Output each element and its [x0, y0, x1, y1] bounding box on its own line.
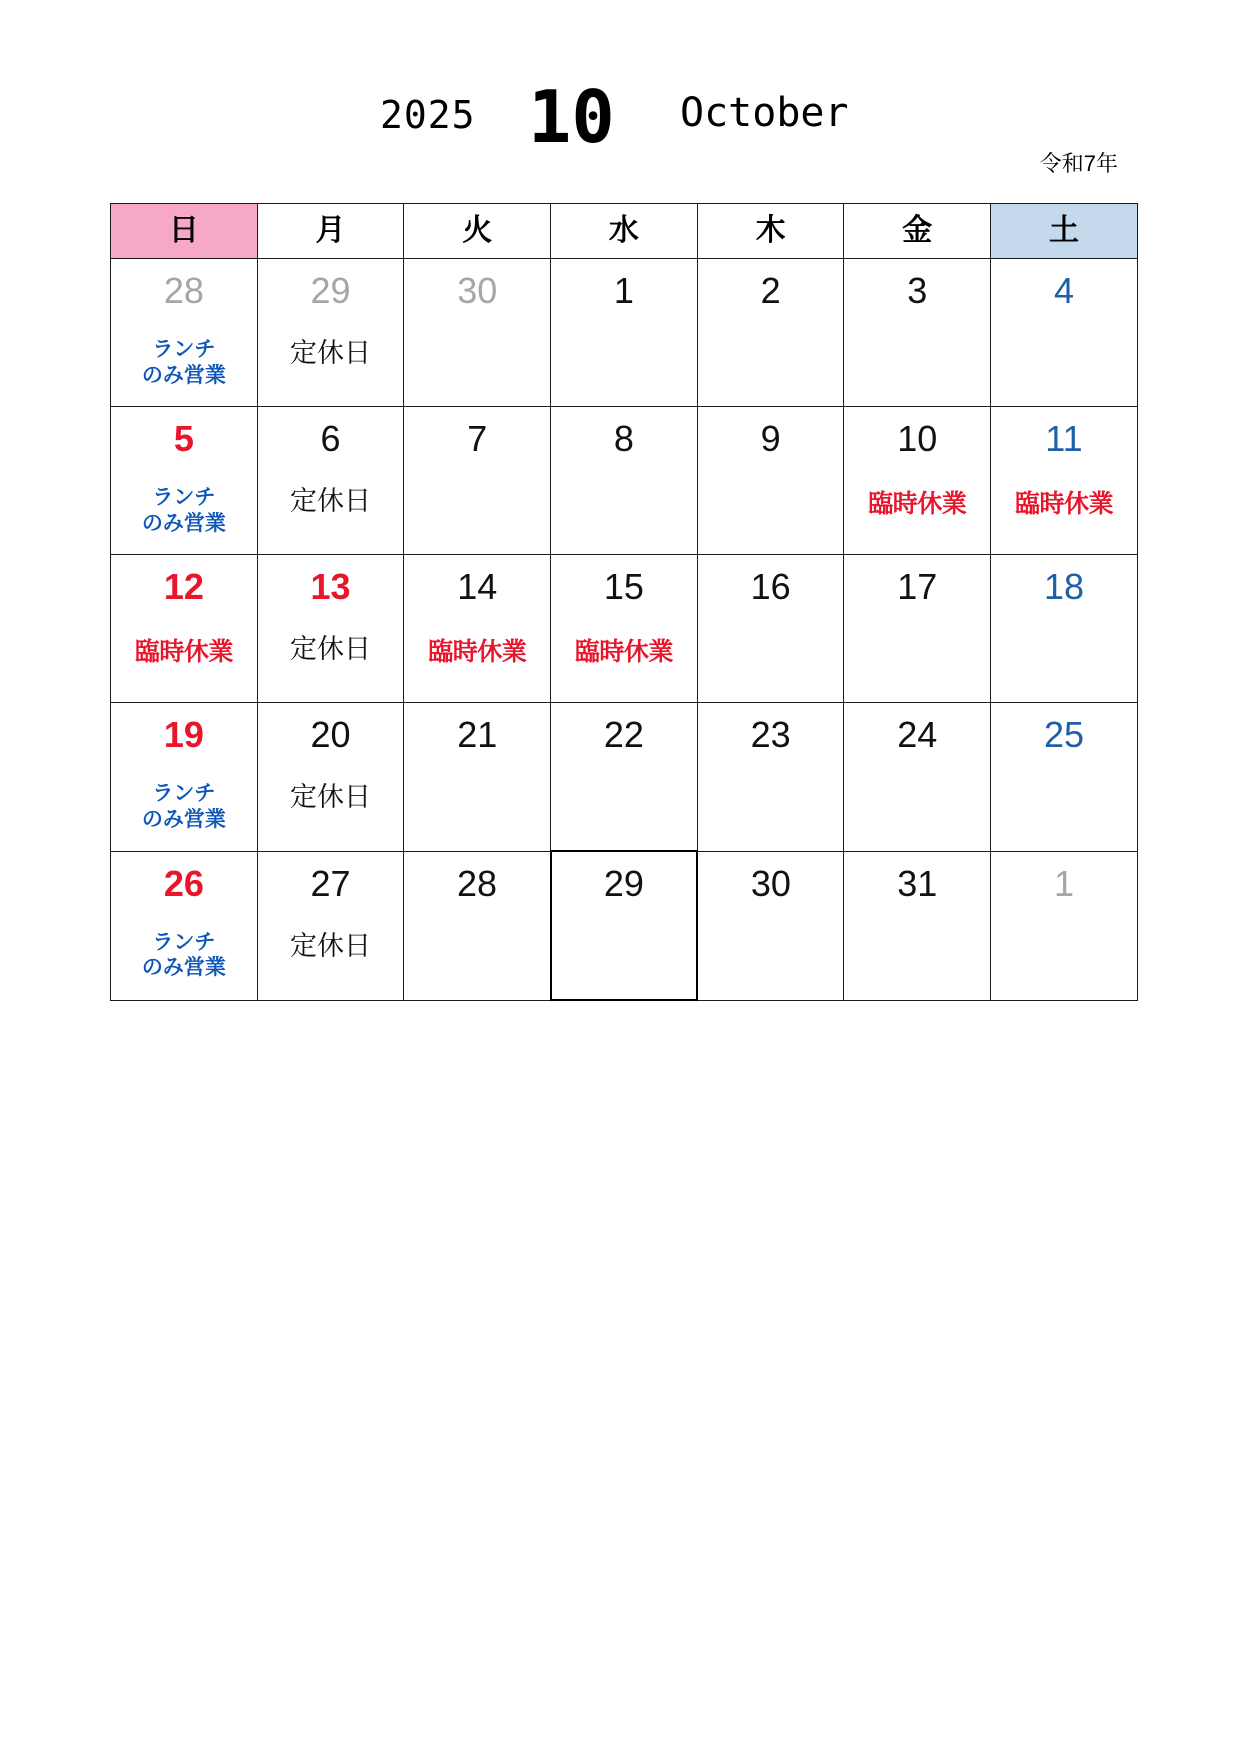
- day-note-temporary-closure: 臨時休業: [868, 490, 967, 518]
- day-note-line-2: のみ営業: [141, 511, 226, 535]
- day-number: 20: [310, 714, 351, 755]
- calendar-day-cell[interactable]: [697, 703, 844, 852]
- day-note-temporary-closure: 臨時休業: [134, 638, 233, 666]
- calendar-day-cell[interactable]: [404, 259, 551, 407]
- calendar-day-cell[interactable]: [257, 407, 404, 555]
- day-note-regular-holiday: 定休日: [290, 634, 372, 664]
- day-number: 19: [163, 714, 204, 755]
- day-note-regular-holiday: 定休日: [290, 486, 372, 516]
- day-number: 21: [457, 714, 498, 755]
- calendar-day-cell[interactable]: [257, 555, 404, 703]
- day-number: 1: [613, 270, 634, 311]
- day-number: 31: [897, 862, 938, 904]
- calendar-day-cell[interactable]: [991, 851, 1138, 1000]
- day-note-line-1: ランチ: [152, 338, 216, 361]
- day-note-regular-holiday: 定休日: [290, 782, 372, 812]
- calendar-day-cell[interactable]: [991, 703, 1138, 852]
- calendar-week-row: [111, 851, 1138, 1000]
- calendar-day-cell[interactable]: [697, 407, 844, 555]
- day-number: 28: [163, 270, 204, 311]
- day-note-regular-holiday: 定休日: [290, 930, 372, 961]
- day-number: 27: [310, 862, 351, 904]
- calendar-day-cell[interactable]: [257, 851, 404, 1000]
- calendar-day-cell[interactable]: [844, 407, 991, 555]
- calendar-day-cell[interactable]: [551, 259, 698, 407]
- calendar-day-cell[interactable]: [844, 555, 991, 703]
- calendar-day-cell[interactable]: [844, 703, 991, 852]
- day-note-lunch-only: [111, 781, 257, 832]
- calendar-day-cell[interactable]: [111, 259, 258, 407]
- day-note-temporary-closure: 臨時休業: [574, 638, 673, 666]
- day-number: 13: [310, 566, 351, 607]
- calendar-table: [110, 203, 1138, 1001]
- calendar-day-cell[interactable]: [991, 259, 1138, 407]
- day-note-line-2: のみ営業: [141, 956, 226, 980]
- day-number: 24: [897, 714, 938, 755]
- day-number: 3: [907, 270, 928, 311]
- calendar-week-row: [111, 555, 1138, 703]
- calendar-week-row: [111, 703, 1138, 852]
- day-number: 16: [750, 566, 791, 607]
- day-number: 25: [1043, 714, 1084, 755]
- day-note-regular-holiday: 定休日: [290, 338, 372, 368]
- calendar-day-cell[interactable]: [111, 703, 258, 852]
- calendar-week-row: [111, 259, 1138, 407]
- day-number: 1: [1053, 862, 1074, 904]
- calendar-day-cell[interactable]: [697, 851, 844, 1000]
- calendar-day-cell[interactable]: [551, 555, 698, 703]
- calendar-day-cell[interactable]: [257, 259, 404, 407]
- weekday-header-6: 土: [991, 204, 1138, 259]
- day-number: 23: [750, 714, 791, 755]
- day-note-line-1: ランチ: [152, 782, 216, 805]
- calendar-day-cell[interactable]: [551, 851, 698, 1000]
- day-number: 14: [457, 566, 498, 607]
- weekday-header-row: [111, 204, 1138, 259]
- calendar-day-cell[interactable]: [111, 555, 258, 703]
- calendar-month-number: 10: [528, 75, 615, 159]
- day-number: 30: [750, 862, 791, 904]
- day-number: 29: [603, 863, 644, 904]
- day-note-line-2: のみ営業: [141, 807, 226, 831]
- weekday-header-3: 水: [551, 204, 698, 259]
- calendar-day-cell[interactable]: [844, 851, 991, 1000]
- calendar-day-cell[interactable]: [844, 259, 991, 407]
- calendar-day-cell[interactable]: [697, 259, 844, 407]
- day-number: 18: [1043, 566, 1084, 607]
- day-number: 5: [173, 418, 194, 459]
- day-number: 29: [310, 270, 351, 311]
- day-number: 6: [320, 418, 341, 459]
- weekday-header-1: 月: [257, 204, 404, 259]
- calendar-day-cell[interactable]: [551, 407, 698, 555]
- day-number: 4: [1053, 270, 1074, 311]
- day-note-lunch-only: [111, 930, 257, 981]
- day-note-line-1: ランチ: [152, 486, 216, 509]
- day-note-temporary-closure: 臨時休業: [428, 638, 527, 666]
- calendar-day-cell[interactable]: [404, 555, 551, 703]
- weekday-header-0: 日: [111, 204, 258, 259]
- day-note-line-2: のみ営業: [141, 363, 226, 387]
- day-note-line-1: ランチ: [152, 930, 216, 954]
- calendar-day-cell[interactable]: [991, 555, 1138, 703]
- calendar-day-cell[interactable]: [697, 555, 844, 703]
- day-number: 22: [603, 714, 644, 755]
- day-number: 10: [897, 418, 938, 459]
- calendar-week-row: [111, 407, 1138, 555]
- weekday-header-4: 木: [697, 204, 844, 259]
- calendar-day-cell[interactable]: [404, 407, 551, 555]
- day-note-lunch-only: [111, 337, 257, 388]
- calendar-day-cell[interactable]: [991, 407, 1138, 555]
- day-number: 9: [760, 418, 781, 459]
- calendar-day-cell[interactable]: [257, 703, 404, 852]
- day-number: 28: [456, 862, 497, 904]
- day-number: 17: [897, 566, 938, 607]
- weekday-header-2: 火: [404, 204, 551, 259]
- day-number: 7: [467, 418, 488, 459]
- day-number: 15: [603, 566, 644, 607]
- weekday-header-5: 金: [844, 204, 991, 259]
- day-note-lunch-only: [111, 485, 257, 536]
- day-number: 8: [613, 418, 634, 459]
- calendar-grid: [110, 203, 1130, 1001]
- calendar-year: 2025: [380, 93, 476, 137]
- calendar-month-name: October: [680, 90, 849, 136]
- calendar-day-cell[interactable]: [111, 407, 258, 555]
- calendar-header: [110, 75, 1130, 185]
- day-number: 26: [163, 862, 204, 904]
- calendar-day-cell[interactable]: [404, 851, 551, 1000]
- calendar-day-cell[interactable]: [111, 851, 258, 1000]
- day-note-temporary-closure: 臨時休業: [1014, 490, 1113, 518]
- day-number: 2: [760, 270, 781, 311]
- day-number: 12: [163, 566, 204, 607]
- day-number: 30: [457, 270, 498, 311]
- calendar-era-year: 令和7年: [1039, 151, 1118, 176]
- day-number: 11: [1045, 418, 1083, 459]
- calendar-day-cell[interactable]: [551, 703, 698, 852]
- calendar-day-cell[interactable]: [404, 703, 551, 852]
